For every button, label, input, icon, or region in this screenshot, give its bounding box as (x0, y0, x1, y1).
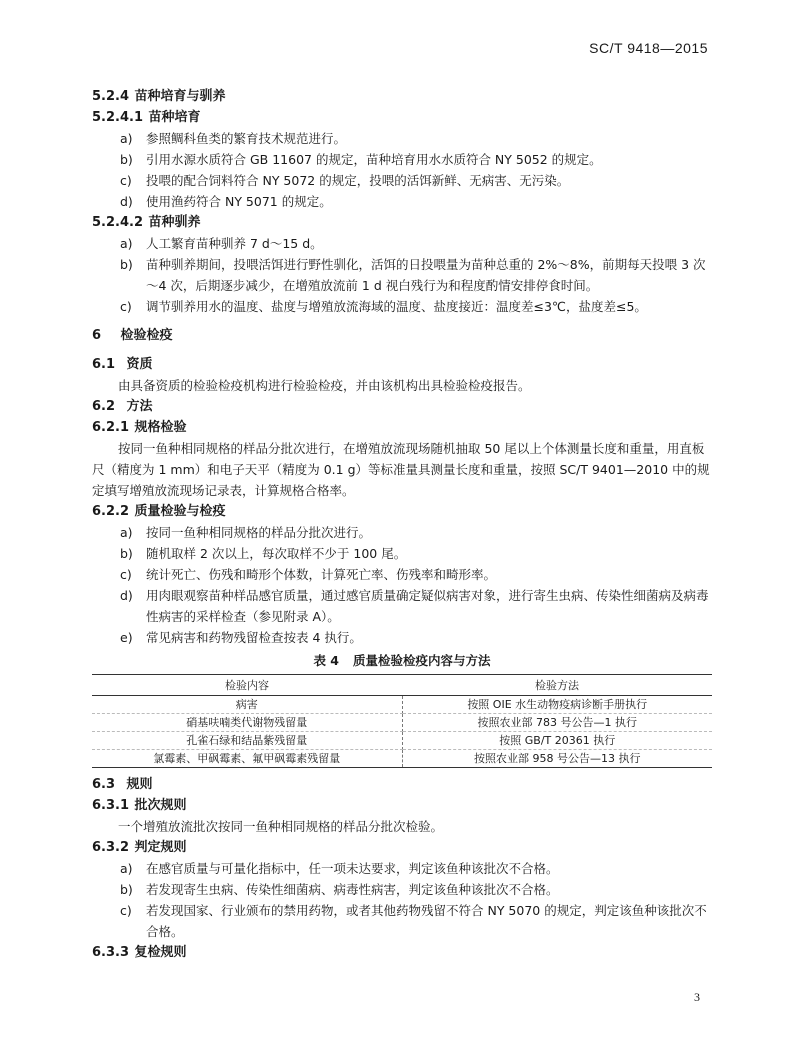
heading-title: 判定规则 (134, 840, 187, 855)
heading-number: 6 (92, 328, 102, 343)
list-text: 投喂的配合饲料符合 NY 5072 的规定，投喂的活饵新鲜、无病害、无污染。 (146, 173, 570, 188)
heading-6 (92, 325, 712, 346)
list-text: 若发现寄生虫病、传染性细菌病、病毒性病害，判定该鱼种该批次不合格。 (146, 882, 559, 897)
heading-title: 规则 (126, 777, 153, 792)
table-row (92, 750, 712, 768)
list-item (92, 233, 712, 254)
heading-5-2-4-2 (92, 212, 712, 233)
table-caption (92, 650, 712, 672)
list-label: d) (120, 588, 133, 603)
table-cell: 病害 (92, 696, 402, 714)
paragraph: 按同一鱼种相同规格的样品分批次进行，在增殖放流现场随机抽取 50 尾以上个体测量长度和重量，用直板尺（精度为 1 mm）和电子天平（精度为 0.1 g）等标准量具测量长度和重量，按照 SC/T 9401—2010 中的规定填写增殖放流现场记录表，计算规格合格率。 (92, 441, 710, 498)
list-label: e) (120, 630, 133, 645)
list-label: a) (120, 131, 133, 146)
list-label: c) (120, 567, 132, 582)
heading-number: 6.3.3 (92, 945, 130, 960)
list-item (92, 191, 712, 212)
list-label: c) (120, 173, 132, 188)
list-item (92, 564, 712, 585)
heading-title: 质量检验与检疫 (134, 504, 226, 519)
list-text: 常见病害和药物残留检查按表 4 执行。 (146, 630, 362, 645)
heading-6-3-2 (92, 837, 712, 858)
heading-6-1 (92, 354, 712, 375)
list-label: b) (120, 257, 133, 272)
heading-number: 5.2.4.1 (92, 110, 143, 125)
heading-6-3-1 (92, 795, 712, 816)
list-item (92, 858, 712, 879)
list-item (92, 879, 712, 900)
heading-title: 方法 (126, 399, 153, 414)
heading-number: 5.2.4 (92, 89, 130, 104)
table-header: 检验方法 (402, 675, 712, 696)
inspection-table (92, 674, 712, 768)
heading-number: 6.2.1 (92, 420, 130, 435)
table-cell: 孔雀石绿和结晶紫残留量 (92, 732, 402, 750)
list-label: a) (120, 236, 133, 251)
table-cell: 按照 GB/T 20361 执行 (402, 732, 712, 750)
list-label: c) (120, 903, 132, 918)
heading-title: 复检规则 (134, 945, 187, 960)
heading-number: 6.3 (92, 777, 116, 792)
list-label: c) (120, 299, 132, 314)
list-label: a) (120, 525, 133, 540)
list-text: 若发现国家、行业颁布的禁用药物，或者其他药物残留不符合 NY 5070 的规定，判定该鱼种该批次不合格。 (146, 903, 707, 939)
heading-title: 检验检疫 (120, 328, 173, 343)
heading-title: 苗种培育与驯养 (134, 89, 226, 104)
heading-number: 6.2 (92, 399, 116, 414)
list-label: a) (120, 861, 133, 876)
list-text: 按同一鱼种相同规格的样品分批次进行。 (146, 525, 372, 540)
table-cell: 按照农业部 783 号公告—1 执行 (402, 714, 712, 732)
list-item (92, 149, 712, 170)
table-cell: 按照 OIE 水生动物疫病诊断手册执行 (402, 696, 712, 714)
list-item (92, 627, 712, 648)
heading-5-2-4 (92, 86, 712, 107)
heading-title: 资质 (126, 357, 153, 372)
list-text: 调节驯养用水的温度、盐度与增殖放流海域的温度、盐度接近：温度差≤3℃，盐度差≤5。 (146, 299, 647, 314)
table-cell: 硝基呋喃类代谢物残留量 (92, 714, 402, 732)
list-text: 在感官质量与可量化指标中，任一项未达要求，判定该鱼种该批次不合格。 (146, 861, 559, 876)
table-row (92, 696, 712, 714)
heading-6-3 (92, 774, 712, 795)
heading-6-2 (92, 396, 712, 417)
table-row (92, 732, 712, 750)
list-text: 用肉眼观察苗种样品感官质量，通过感官质量确定疑似病害对象，进行寄生虫病、传染性细菌病及病毒性病害的采样检查（参见附录 A）。 (146, 588, 709, 624)
table-row (92, 714, 712, 732)
list-item (92, 522, 712, 543)
list-text: 随机取样 2 次以上，每次取样不少于 100 尾。 (146, 546, 407, 561)
paragraph: 由具备资质的检验检疫机构进行检验检疫，并由该机构出具检验检疫报告。 (118, 378, 531, 393)
list-item (92, 128, 712, 149)
list-label: b) (120, 882, 133, 897)
heading-6-2-2 (92, 501, 712, 522)
paragraph: 一个增殖放流批次按同一鱼种相同规格的样品分批次检验。 (118, 819, 444, 834)
list-text: 引用水源水质符合 GB 11607 的规定，苗种培育用水水质符合 NY 5052 的规定。 (146, 152, 602, 167)
document-body (92, 86, 712, 963)
table-header: 检验内容 (92, 675, 402, 696)
heading-6-2-1 (92, 417, 712, 438)
list-label: b) (120, 546, 133, 561)
heading-title: 规格检验 (134, 420, 187, 435)
table-number: 表 4 (313, 653, 340, 668)
list-text: 统计死亡、伤残和畸形个体数，计算死亡率、伤残率和畸形率。 (146, 567, 497, 582)
heading-number: 6.2.2 (92, 504, 130, 519)
list-item (92, 170, 712, 191)
heading-title: 苗种驯养 (148, 215, 201, 230)
table-cell: 按照农业部 958 号公告—13 执行 (402, 750, 712, 768)
list-label: b) (120, 152, 133, 167)
list-item (92, 254, 712, 296)
heading-title: 苗种培育 (148, 110, 201, 125)
standard-code: SC/T 9418—2015 (589, 40, 708, 56)
list-label: d) (120, 194, 133, 209)
list-item (92, 900, 712, 942)
table-cell: 氯霉素、甲砜霉素、氟甲砜霉素残留量 (92, 750, 402, 768)
table-title: 质量检验检疫内容与方法 (353, 653, 491, 668)
list-item (92, 296, 712, 317)
list-item (92, 543, 712, 564)
list-text: 苗种驯养期间，投喂活饵进行野性驯化，活饵的日投喂量为苗种总重的 2%～8%，前期每天投喂 3 次～4 次，后期逐步减少，在增殖放流前 1 d 视白残行为和程度酌情安排停食时间。 (146, 257, 706, 293)
list-text: 人工繁育苗种驯养 7 d～15 d。 (146, 236, 323, 251)
list-item (92, 585, 712, 627)
heading-6-3-3 (92, 942, 712, 963)
page-number: 3 (694, 990, 700, 1004)
list-text: 使用渔药符合 NY 5071 的规定。 (146, 194, 332, 209)
heading-number: 5.2.4.2 (92, 215, 143, 230)
heading-number: 6.3.1 (92, 798, 130, 813)
heading-number: 6.3.2 (92, 840, 130, 855)
list-text: 参照鲷科鱼类的繁育技术规范进行。 (146, 131, 347, 146)
heading-number: 6.1 (92, 357, 116, 372)
heading-title: 批次规则 (134, 798, 187, 813)
heading-5-2-4-1 (92, 107, 712, 128)
